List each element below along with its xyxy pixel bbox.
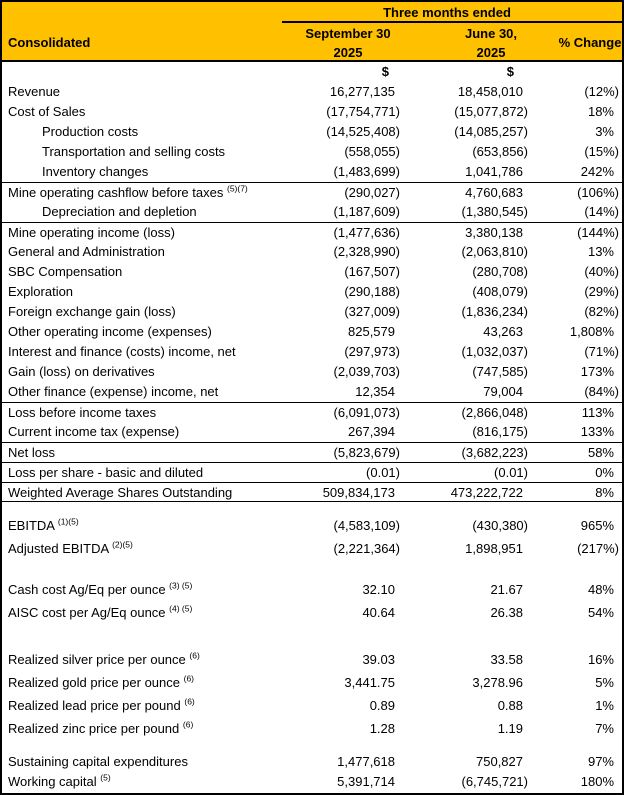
value-pct-change: (15%)	[584, 144, 619, 159]
value-september-2025: 5,391,714	[337, 774, 395, 789]
table-row	[2, 262, 622, 282]
value-september-2025: 267,394	[348, 424, 395, 439]
value-june-2025: (1,032,037)	[461, 344, 528, 359]
value-september-2025: (327,009)	[344, 304, 400, 319]
value-june-2025: 18,458,010	[457, 84, 523, 99]
table-body	[2, 82, 622, 792]
value-september-2025: (1,483,699)	[333, 164, 400, 179]
row-label-text: Net loss	[8, 445, 55, 460]
value-june-2025: (430,380)	[472, 518, 528, 533]
row-label	[2, 102, 272, 122]
value-june-2025: 473,222,722	[450, 485, 523, 500]
row-label-text: Other finance (expense) income, net	[8, 384, 219, 399]
value-june-2025: (2,866,048)	[461, 405, 528, 420]
row-label-text: Realized silver price per ounce	[8, 652, 186, 667]
row-label	[2, 483, 272, 501]
row-label	[2, 183, 272, 202]
value-june-2025: 3,380,138	[465, 225, 523, 240]
value-pct-change: 16%	[587, 652, 614, 667]
column-header-september-line2: 2025	[333, 45, 363, 60]
value-pct-change: (84%)	[584, 384, 619, 399]
value-june-2025: 4,760,683	[465, 185, 523, 200]
row-label	[2, 223, 272, 242]
footnote-superscript: (5)(7)	[226, 183, 248, 194]
row-label-text: Sustaining capital expenditures	[8, 754, 188, 769]
table-row	[2, 482, 622, 502]
table-row	[2, 514, 622, 537]
row-label	[2, 648, 272, 671]
value-june-2025: 3,278.96	[472, 675, 523, 690]
row-label	[2, 422, 272, 442]
row-label-text: General and Administration	[8, 244, 165, 259]
row-label	[2, 578, 272, 601]
value-pct-change: 7%	[595, 721, 614, 736]
value-june-2025: (1,380,545)	[461, 204, 528, 219]
value-september-2025: (6,091,073)	[333, 405, 400, 420]
header-underline	[282, 21, 622, 23]
column-header-june	[424, 23, 558, 62]
row-label-text: Cash cost Ag/Eq per ounce	[8, 582, 166, 597]
spacer-row	[2, 502, 622, 514]
row-label-text: Depreciation and depletion	[42, 204, 197, 219]
row-label-text: AISC cost per Ag/Eq ounce	[8, 605, 166, 620]
value-pct-change: 54%	[587, 605, 614, 620]
value-pct-change: 18%	[587, 104, 614, 119]
table-row	[2, 162, 622, 182]
row-label	[2, 772, 272, 792]
value-september-2025: (297,973)	[344, 344, 400, 359]
row-label-text: Production costs	[42, 124, 139, 139]
row-label	[2, 601, 272, 624]
row-label-text: Realized lead price per pound	[8, 698, 181, 713]
row-label-text: Revenue	[8, 84, 61, 99]
footnote-superscript: (6)	[182, 719, 194, 730]
value-september-2025: 39.03	[362, 652, 395, 667]
table-row	[2, 648, 622, 671]
footnote-superscript: (2)(5)	[112, 539, 133, 550]
row-label-text: Adjusted EBITDA	[8, 541, 109, 556]
row-label-text: Cost of Sales	[8, 104, 86, 119]
table-row	[2, 694, 622, 717]
row-label	[2, 537, 272, 560]
value-june-2025: (0.01)	[494, 465, 528, 480]
value-pct-change: 13%	[587, 244, 614, 259]
table-row	[2, 578, 622, 601]
value-june-2025: (3,682,223)	[461, 445, 528, 460]
value-pct-change: 5%	[595, 675, 614, 690]
table-row	[2, 462, 622, 482]
table-row	[2, 142, 622, 162]
value-september-2025: (2,039,703)	[333, 364, 400, 379]
value-pct-change: (12%)	[584, 84, 619, 99]
value-june-2025: 43,263	[483, 324, 523, 339]
row-label-text: Transportation and selling costs	[42, 144, 226, 159]
table-row	[2, 182, 622, 202]
value-june-2025: 33.58	[490, 652, 523, 667]
spacer-row	[2, 560, 622, 578]
value-june-2025: 1,041,786	[465, 164, 523, 179]
table-row	[2, 717, 622, 740]
currency-symbol-june: $	[506, 64, 514, 79]
value-september-2025: (2,328,990)	[333, 244, 400, 259]
value-september-2025: (1,477,636)	[333, 225, 400, 240]
value-september-2025: (0.01)	[366, 465, 400, 480]
spacer-row	[2, 740, 622, 752]
value-june-2025: (1,836,234)	[461, 304, 528, 319]
value-pct-change: (40%)	[584, 264, 619, 279]
row-label	[2, 694, 272, 717]
row-label	[2, 717, 272, 740]
footnote-superscript: (4) (5)	[169, 603, 193, 614]
row-label-text: Weighted Average Shares Outstanding	[8, 485, 233, 500]
value-june-2025: (408,079)	[472, 284, 528, 299]
currency-row	[2, 62, 622, 82]
row-label	[2, 202, 272, 222]
row-label	[2, 122, 272, 142]
footnote-superscript: (6)	[189, 650, 200, 661]
row-label	[2, 82, 272, 102]
value-pct-change: 1%	[595, 698, 614, 713]
row-label-text: SBC Compensation	[8, 264, 123, 279]
value-september-2025: 16,277,135	[329, 84, 395, 99]
row-label-text: Gain (loss) on derivatives	[8, 364, 155, 379]
footnote-superscript: (1)(5)	[57, 516, 79, 527]
row-label	[2, 142, 272, 162]
row-label-text: Current income tax (expense)	[8, 424, 180, 439]
column-header-june-line1: June 30,	[464, 26, 518, 41]
column-header-september	[272, 23, 424, 62]
table-row	[2, 772, 622, 792]
value-pct-change: (29%)	[584, 284, 619, 299]
period-group-header	[272, 2, 622, 23]
row-label-text: Foreign exchange gain (loss)	[8, 304, 176, 319]
row-label-text: Inventory changes	[42, 164, 149, 179]
table-row	[2, 382, 622, 402]
value-september-2025: (290,188)	[344, 284, 400, 299]
value-june-2025: 79,004	[483, 384, 523, 399]
value-june-2025: (6,745,721)	[461, 774, 528, 789]
value-pct-change: 0%	[595, 465, 614, 480]
value-pct-change: (71%)	[584, 344, 619, 359]
row-label-text: Loss per share - basic and diluted	[8, 465, 204, 480]
table-row	[2, 322, 622, 342]
table-row	[2, 422, 622, 442]
value-september-2025: 509,834,173	[322, 485, 395, 500]
value-september-2025: 12,354	[355, 384, 395, 399]
table-row	[2, 362, 622, 382]
value-september-2025: 1,477,618	[337, 754, 395, 769]
row-label-text: Realized gold price per ounce	[8, 675, 180, 690]
row-label	[2, 443, 272, 462]
value-june-2025: (14,085,257)	[454, 124, 528, 139]
header-corner-spacer	[2, 2, 272, 23]
value-september-2025: (1,187,609)	[333, 204, 400, 219]
table-row	[2, 122, 622, 142]
table-row	[2, 242, 622, 262]
header-columns-row	[2, 23, 622, 62]
value-september-2025: (290,027)	[344, 185, 400, 200]
footnote-superscript: (6)	[184, 696, 195, 707]
table-row	[2, 342, 622, 362]
value-june-2025: (2,063,810)	[461, 244, 528, 259]
value-june-2025: 21.67	[490, 582, 523, 597]
row-label	[2, 162, 272, 182]
table-row	[2, 82, 622, 102]
footnote-superscript: (5)	[100, 772, 111, 783]
value-pct-change: 173%	[580, 364, 614, 379]
table-row	[2, 537, 622, 560]
table-row	[2, 102, 622, 122]
row-label-text: Exploration	[8, 284, 74, 299]
row-label	[2, 242, 272, 262]
currency-row-pct-spacer	[558, 62, 622, 82]
value-june-2025: 1.19	[497, 721, 523, 736]
value-pct-change: (144%)	[577, 225, 619, 240]
row-label	[2, 262, 272, 282]
row-label-text: EBITDA	[8, 518, 55, 533]
value-september-2025: 40.64	[362, 605, 395, 620]
value-pct-change: 242%	[580, 164, 614, 179]
value-june-2025: (816,175)	[472, 424, 528, 439]
value-pct-change: (217%)	[577, 541, 619, 556]
value-september-2025: 32.10	[362, 582, 395, 597]
value-pct-change: (14%)	[584, 204, 619, 219]
value-june-2025: (280,708)	[472, 264, 528, 279]
row-label	[2, 362, 272, 382]
row-label-text: Realized zinc price per pound	[8, 721, 180, 736]
row-label	[2, 382, 272, 402]
value-june-2025: (15,077,872)	[454, 104, 528, 119]
value-pct-change: 965%	[580, 518, 614, 533]
value-pct-change: 3%	[595, 124, 614, 139]
footnote-superscript: (3) (5)	[169, 580, 193, 591]
value-june-2025: 750,827	[476, 754, 523, 769]
row-label-text: Working capital	[8, 774, 97, 789]
row-label	[2, 342, 272, 362]
value-pct-change: 180%	[580, 774, 614, 789]
header-group-row	[2, 2, 622, 23]
column-header-june-line2: 2025	[476, 45, 506, 60]
value-september-2025: (4,583,109)	[333, 518, 400, 533]
value-pct-change: (82%)	[584, 304, 619, 319]
value-september-2025: (167,507)	[344, 264, 400, 279]
table-row	[2, 282, 622, 302]
table-row	[2, 402, 622, 422]
row-label-text: Other operating income (expenses)	[8, 324, 212, 339]
table-title: Consolidated	[8, 35, 91, 50]
table-row	[2, 601, 622, 624]
value-pct-change: 8%	[595, 485, 614, 500]
spacer-row	[2, 624, 622, 648]
value-pct-change: 48%	[587, 582, 614, 597]
value-pct-change: 1,808%	[569, 324, 614, 339]
row-label	[2, 671, 272, 694]
table-row	[2, 671, 622, 694]
value-september-2025: (558,055)	[344, 144, 400, 159]
value-june-2025: (653,856)	[472, 144, 528, 159]
value-pct-change: 58%	[587, 445, 614, 460]
value-september-2025: 3,441.75	[344, 675, 395, 690]
column-header-september-line1: September 30	[305, 26, 391, 41]
value-pct-change: (106%)	[577, 185, 619, 200]
value-pct-change: 97%	[587, 754, 614, 769]
period-group-title: Three months ended	[383, 5, 511, 20]
value-june-2025: 1,898,951	[465, 541, 523, 556]
row-label-text: Mine operating cashflow before taxes	[8, 185, 224, 200]
currency-symbol-september: $	[381, 64, 389, 79]
value-pct-change: 113%	[581, 405, 614, 420]
row-label-text: Interest and finance (costs) income, net	[8, 344, 236, 359]
row-label-text: Loss before income taxes	[8, 405, 157, 420]
value-september-2025: (5,823,679)	[333, 445, 400, 460]
row-label-text: Mine operating income (loss)	[8, 225, 175, 240]
table-header	[2, 2, 622, 62]
table-row	[2, 752, 622, 772]
row-label	[2, 282, 272, 302]
value-pct-change: 133%	[580, 424, 614, 439]
currency-row-label-spacer	[2, 62, 272, 82]
value-september-2025: (2,221,364)	[333, 541, 400, 556]
column-header-pct-change: % Change	[558, 35, 622, 50]
value-september-2025: 1.28	[369, 721, 395, 736]
row-label	[2, 302, 272, 322]
row-label	[2, 322, 272, 342]
table-row	[2, 202, 622, 222]
value-june-2025: (747,585)	[472, 364, 528, 379]
row-label	[2, 752, 272, 772]
value-september-2025: (17,754,771)	[326, 104, 400, 119]
table-row	[2, 302, 622, 322]
row-label	[2, 514, 272, 537]
value-june-2025: 26.38	[490, 605, 523, 620]
row-label	[2, 463, 272, 482]
value-september-2025: 0.89	[369, 698, 395, 713]
value-september-2025: 825,579	[348, 324, 395, 339]
table-row	[2, 222, 622, 242]
value-june-2025: 0.88	[497, 698, 523, 713]
footnote-superscript: (6)	[183, 673, 195, 684]
value-september-2025: (14,525,408)	[326, 124, 400, 139]
row-label	[2, 403, 272, 422]
table-row	[2, 442, 622, 462]
